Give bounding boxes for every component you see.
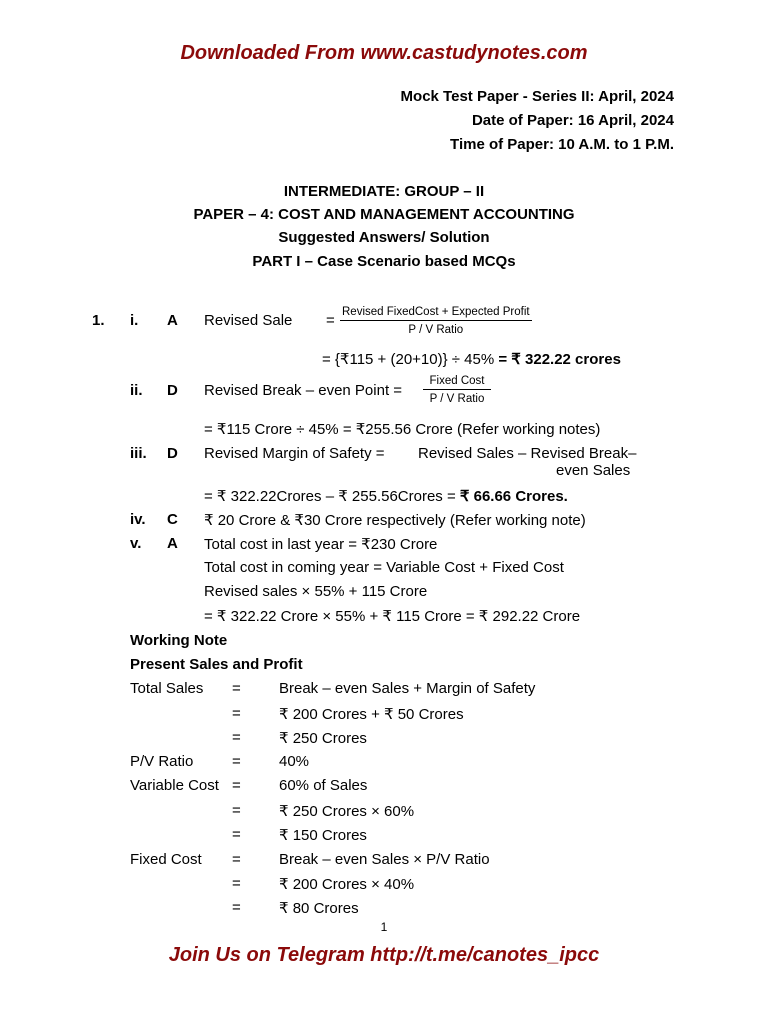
working-row-equals: =: [232, 875, 241, 892]
item-iv-roman: iv.: [130, 511, 146, 528]
paper-title: PAPER – 4: COST AND MANAGEMENT ACCOUNTING: [193, 206, 575, 223]
item-iii-calculation: [204, 487, 568, 505]
working-row-value: Break – even Sales × P/V Ratio: [279, 851, 490, 868]
item-v-answer: A: [167, 535, 178, 552]
item-i-label: Revised Sale: [204, 312, 293, 329]
item-ii-answer: D: [167, 382, 178, 399]
group-title: INTERMEDIATE: GROUP – II: [283, 183, 485, 200]
working-row-equals: =: [232, 851, 241, 868]
working-row-equals: =: [232, 753, 241, 770]
item-iii-roman: iii.: [130, 445, 147, 462]
working-row-value: ₹ 200 Crores + ₹ 50 Crores: [279, 706, 464, 723]
working-row-value: ₹ 80 Crores: [279, 900, 359, 917]
item-ii-label: Revised Break – even Point =: [204, 382, 403, 399]
working-row-equals: =: [232, 826, 241, 843]
item-ii-calculation: = ₹115 Crore ÷ 45% = ₹255.56 Crore (Refer working notes): [204, 421, 601, 438]
working-row-value: Break – even Sales + Margin of Safety: [279, 680, 536, 697]
working-row-equals: =: [232, 899, 241, 916]
time-of-paper: Time of Paper: 10 A.M. to 1 P.M.: [450, 136, 674, 153]
item-iii-rhs-line2: even Sales: [556, 462, 631, 479]
header-download-link[interactable]: Downloaded From www.castudynotes.com: [180, 42, 588, 64]
item-iii-calc-text: = ₹ 322.22Crores – ₹ 255.56Crores =: [204, 488, 460, 505]
working-row-equals: =: [232, 729, 241, 746]
working-row-label: Variable Cost: [130, 777, 219, 794]
working-row-label: P/V Ratio: [130, 753, 194, 770]
item-i-answer: A: [167, 312, 178, 329]
item-i-result: = ₹ 322.22 crores: [498, 351, 621, 368]
present-sales-heading: Present Sales and Profit: [130, 656, 303, 673]
working-row-label: Total Sales: [130, 680, 204, 697]
item-i-fraction-denominator: P / V Ratio: [408, 324, 464, 336]
item-ii-fraction-numerator: Fixed Cost: [423, 375, 491, 390]
item-v-line4: = ₹ 322.22 Crore × 55% + ₹ 115 Crore = ₹ 292.22 Crore: [204, 608, 581, 625]
working-row-value: 60% of Sales: [279, 777, 368, 794]
mock-test-series: Mock Test Paper - Series II: April, 2024: [400, 88, 674, 105]
item-iii-label: Revised Margin of Safety =: [204, 445, 385, 462]
item-i-fraction-numerator: Revised FixedCost + Expected Profit: [340, 306, 532, 321]
date-of-paper: Date of Paper: 16 April, 2024: [471, 112, 674, 129]
working-row-equals: =: [232, 777, 241, 794]
page-number: 1: [380, 920, 388, 934]
item-i-roman: i.: [130, 312, 139, 329]
item-ii-fraction: [423, 375, 491, 405]
working-note-heading: Working Note: [130, 632, 228, 649]
item-i-fraction: [340, 306, 532, 336]
item-v-line3: Revised sales × 55% + 115 Crore: [204, 583, 428, 600]
working-row-equals: =: [232, 680, 241, 697]
item-i-equals: =: [326, 312, 335, 329]
question-number: 1.: [92, 312, 105, 329]
item-ii-fraction-denominator: P / V Ratio: [429, 393, 485, 405]
suggested-answers-title: Suggested Answers/ Solution: [278, 229, 490, 246]
item-iii-rhs-line1: Revised Sales – Revised Break–: [418, 445, 637, 462]
footer-telegram-link[interactable]: Join Us on Telegram http://t.me/canotes_ipcc: [168, 944, 600, 966]
item-iv-answer: C: [167, 511, 178, 528]
working-row-value: ₹ 250 Crores × 60%: [279, 803, 415, 820]
item-ii-roman: ii.: [130, 382, 143, 399]
item-iii-result: ₹ 66.66 Crores.: [459, 488, 568, 505]
item-v-line1: Total cost in last year = ₹230 Crore: [204, 536, 438, 553]
part-title: PART I – Case Scenario based MCQs: [252, 253, 516, 270]
item-i-calc-text: = {₹115 + (20+10)} ÷ 45%: [322, 351, 499, 368]
item-iii-answer: D: [167, 445, 178, 462]
item-i-calculation: [322, 350, 621, 368]
working-row-label: Fixed Cost: [130, 851, 202, 868]
working-row-equals: =: [232, 802, 241, 819]
working-row-value: ₹ 200 Crores × 40%: [279, 876, 415, 893]
item-iv-text: ₹ 20 Crore & ₹30 Crore respectively (Refer working note): [204, 512, 586, 529]
item-v-line2: Total cost in coming year = Variable Cost + Fixed Cost: [204, 559, 564, 576]
working-row-equals: =: [232, 705, 241, 722]
working-row-value: 40%: [279, 753, 310, 770]
working-row-value: ₹ 250 Crores: [279, 730, 367, 747]
item-v-roman: v.: [130, 535, 142, 552]
working-row-value: ₹ 150 Crores: [279, 827, 367, 844]
